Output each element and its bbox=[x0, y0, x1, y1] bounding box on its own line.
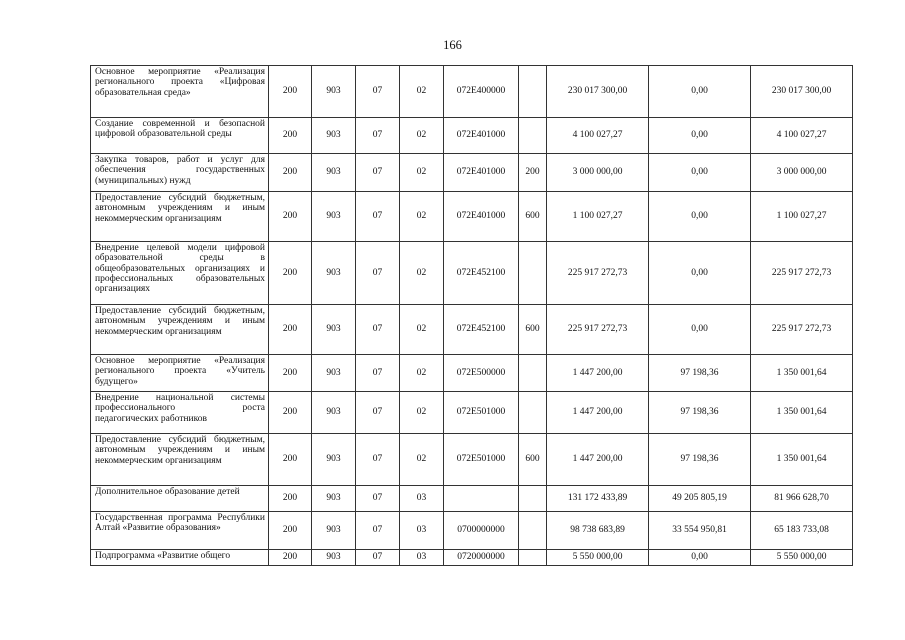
section-code: 07 bbox=[356, 512, 400, 550]
subsection-code: 02 bbox=[400, 66, 444, 118]
admin-code: 200 bbox=[269, 434, 312, 486]
gr-code: 903 bbox=[312, 66, 356, 118]
section-code: 07 bbox=[356, 355, 400, 392]
expense-type-code bbox=[519, 486, 547, 512]
federal-amount: 97 198,36 bbox=[649, 434, 751, 486]
subsection-code: 02 bbox=[400, 242, 444, 305]
admin-code: 200 bbox=[269, 192, 312, 242]
regional-amount: 81 966 628,70 bbox=[751, 486, 853, 512]
gr-code: 903 bbox=[312, 512, 356, 550]
total-amount: 1 447 200,00 bbox=[547, 392, 649, 434]
admin-code: 200 bbox=[269, 154, 312, 192]
federal-amount: 0,00 bbox=[649, 66, 751, 118]
total-amount: 98 738 683,89 bbox=[547, 512, 649, 550]
row-name: Подпрограмма «Развитие общего bbox=[91, 550, 269, 566]
row-name: Закупка товаров, работ и услуг для обеспечения государственных (муниципальных) нужд bbox=[91, 154, 269, 192]
federal-amount: 0,00 bbox=[649, 118, 751, 154]
federal-amount: 97 198,36 bbox=[649, 355, 751, 392]
table-row bbox=[91, 486, 853, 512]
admin-code: 200 bbox=[269, 392, 312, 434]
regional-amount: 4 100 027,27 bbox=[751, 118, 853, 154]
expense-type-code: 600 bbox=[519, 192, 547, 242]
table-row bbox=[91, 512, 853, 550]
total-amount: 3 000 000,00 bbox=[547, 154, 649, 192]
row-name: Предоставление субсидий бюджетным, автономным учреждениям и иным некоммерческим организациям bbox=[91, 192, 269, 242]
total-amount: 4 100 027,27 bbox=[547, 118, 649, 154]
total-amount: 230 017 300,00 bbox=[547, 66, 649, 118]
regional-amount: 225 917 272,73 bbox=[751, 242, 853, 305]
subsection-code: 03 bbox=[400, 550, 444, 566]
section-code: 07 bbox=[356, 392, 400, 434]
regional-amount: 3 000 000,00 bbox=[751, 154, 853, 192]
target-article-code: 072E452100 bbox=[444, 305, 519, 355]
target-article-code: 072E401000 bbox=[444, 192, 519, 242]
row-name: Внедрение национальной системы профессионального роста педагогических работников bbox=[91, 392, 269, 434]
gr-code: 903 bbox=[312, 305, 356, 355]
table-row bbox=[91, 550, 853, 566]
row-name: Создание современной и безопасной цифровой образовательной среды bbox=[91, 118, 269, 154]
federal-amount: 0,00 bbox=[649, 305, 751, 355]
admin-code: 200 bbox=[269, 66, 312, 118]
gr-code: 903 bbox=[312, 118, 356, 154]
federal-amount: 0,00 bbox=[649, 154, 751, 192]
target-article-code bbox=[444, 486, 519, 512]
admin-code: 200 bbox=[269, 486, 312, 512]
admin-code: 200 bbox=[269, 355, 312, 392]
expense-type-code bbox=[519, 242, 547, 305]
row-name: Внедрение целевой модели цифровой образовательной среды в общеобразовательных организациях и профессиональных образовательных организациях bbox=[91, 242, 269, 305]
subsection-code: 02 bbox=[400, 434, 444, 486]
target-article-code: 072E452100 bbox=[444, 242, 519, 305]
table-row bbox=[91, 66, 853, 118]
table-row bbox=[91, 192, 853, 242]
row-name: Дополнительное образование детей bbox=[91, 486, 269, 512]
row-name: Предоставление субсидий бюджетным, автономным учреждениям и иным некоммерческим организациям bbox=[91, 434, 269, 486]
gr-code: 903 bbox=[312, 242, 356, 305]
admin-code: 200 bbox=[269, 305, 312, 355]
regional-amount: 1 350 001,64 bbox=[751, 392, 853, 434]
table-row bbox=[91, 434, 853, 486]
admin-code: 200 bbox=[269, 550, 312, 566]
target-article-code: 072E400000 bbox=[444, 66, 519, 118]
gr-code: 903 bbox=[312, 486, 356, 512]
section-code: 07 bbox=[356, 550, 400, 566]
expense-type-code: 600 bbox=[519, 434, 547, 486]
table-row bbox=[91, 118, 853, 154]
budget-table bbox=[90, 65, 853, 566]
regional-amount: 230 017 300,00 bbox=[751, 66, 853, 118]
section-code: 07 bbox=[356, 118, 400, 154]
total-amount: 131 172 433,89 bbox=[547, 486, 649, 512]
gr-code: 903 bbox=[312, 550, 356, 566]
section-code: 07 bbox=[356, 434, 400, 486]
table-row bbox=[91, 355, 853, 392]
subsection-code: 02 bbox=[400, 192, 444, 242]
section-code: 07 bbox=[356, 242, 400, 305]
total-amount: 5 550 000,00 bbox=[547, 550, 649, 566]
target-article-code: 072E401000 bbox=[444, 154, 519, 192]
gr-code: 903 bbox=[312, 355, 356, 392]
subsection-code: 03 bbox=[400, 512, 444, 550]
total-amount: 1 447 200,00 bbox=[547, 355, 649, 392]
subsection-code: 03 bbox=[400, 486, 444, 512]
gr-code: 903 bbox=[312, 192, 356, 242]
section-code: 07 bbox=[356, 305, 400, 355]
gr-code: 903 bbox=[312, 434, 356, 486]
section-code: 07 bbox=[356, 154, 400, 192]
federal-amount: 97 198,36 bbox=[649, 392, 751, 434]
admin-code: 200 bbox=[269, 512, 312, 550]
gr-code: 903 bbox=[312, 154, 356, 192]
page-number: 166 bbox=[443, 38, 462, 52]
table-row bbox=[91, 242, 853, 305]
expense-type-code bbox=[519, 512, 547, 550]
regional-amount: 65 183 733,08 bbox=[751, 512, 853, 550]
section-code: 07 bbox=[356, 192, 400, 242]
federal-amount: 0,00 bbox=[649, 242, 751, 305]
subsection-code: 02 bbox=[400, 355, 444, 392]
total-amount: 225 917 272,73 bbox=[547, 305, 649, 355]
federal-amount: 0,00 bbox=[649, 192, 751, 242]
subsection-code: 02 bbox=[400, 154, 444, 192]
target-article-code: 072E401000 bbox=[444, 118, 519, 154]
federal-amount: 33 554 950,81 bbox=[649, 512, 751, 550]
federal-amount: 0,00 bbox=[649, 550, 751, 566]
expense-type-code bbox=[519, 392, 547, 434]
total-amount: 225 917 272,73 bbox=[547, 242, 649, 305]
row-name: Основное мероприятие «Реализация регионального проекта «Цифровая образовательная среда» bbox=[91, 66, 269, 118]
target-article-code: 072E501000 bbox=[444, 434, 519, 486]
admin-code: 200 bbox=[269, 118, 312, 154]
expense-type-code bbox=[519, 66, 547, 118]
gr-code: 903 bbox=[312, 392, 356, 434]
admin-code: 200 bbox=[269, 242, 312, 305]
expense-type-code bbox=[519, 355, 547, 392]
row-name: Государственная программа Республики Алтай «Развитие образования» bbox=[91, 512, 269, 550]
row-name: Предоставление субсидий бюджетным, автономным учреждениям и иным некоммерческим организациям bbox=[91, 305, 269, 355]
total-amount: 1 100 027,27 bbox=[547, 192, 649, 242]
subsection-code: 02 bbox=[400, 305, 444, 355]
target-article-code: 0700000000 bbox=[444, 512, 519, 550]
target-article-code: 0720000000 bbox=[444, 550, 519, 566]
expense-type-code: 600 bbox=[519, 305, 547, 355]
expense-type-code bbox=[519, 550, 547, 566]
section-code: 07 bbox=[356, 486, 400, 512]
table-row bbox=[91, 305, 853, 355]
row-name: Основное мероприятие «Реализация регионального проекта «Учитель будущего» bbox=[91, 355, 269, 392]
table-row bbox=[91, 392, 853, 434]
expense-type-code bbox=[519, 118, 547, 154]
regional-amount: 225 917 272,73 bbox=[751, 305, 853, 355]
table-row bbox=[91, 154, 853, 192]
regional-amount: 5 550 000,00 bbox=[751, 550, 853, 566]
regional-amount: 1 350 001,64 bbox=[751, 355, 853, 392]
federal-amount: 49 205 805,19 bbox=[649, 486, 751, 512]
subsection-code: 02 bbox=[400, 118, 444, 154]
section-code: 07 bbox=[356, 66, 400, 118]
subsection-code: 02 bbox=[400, 392, 444, 434]
regional-amount: 1 350 001,64 bbox=[751, 434, 853, 486]
total-amount: 1 447 200,00 bbox=[547, 434, 649, 486]
target-article-code: 072E500000 bbox=[444, 355, 519, 392]
target-article-code: 072E501000 bbox=[444, 392, 519, 434]
expense-type-code: 200 bbox=[519, 154, 547, 192]
regional-amount: 1 100 027,27 bbox=[751, 192, 853, 242]
